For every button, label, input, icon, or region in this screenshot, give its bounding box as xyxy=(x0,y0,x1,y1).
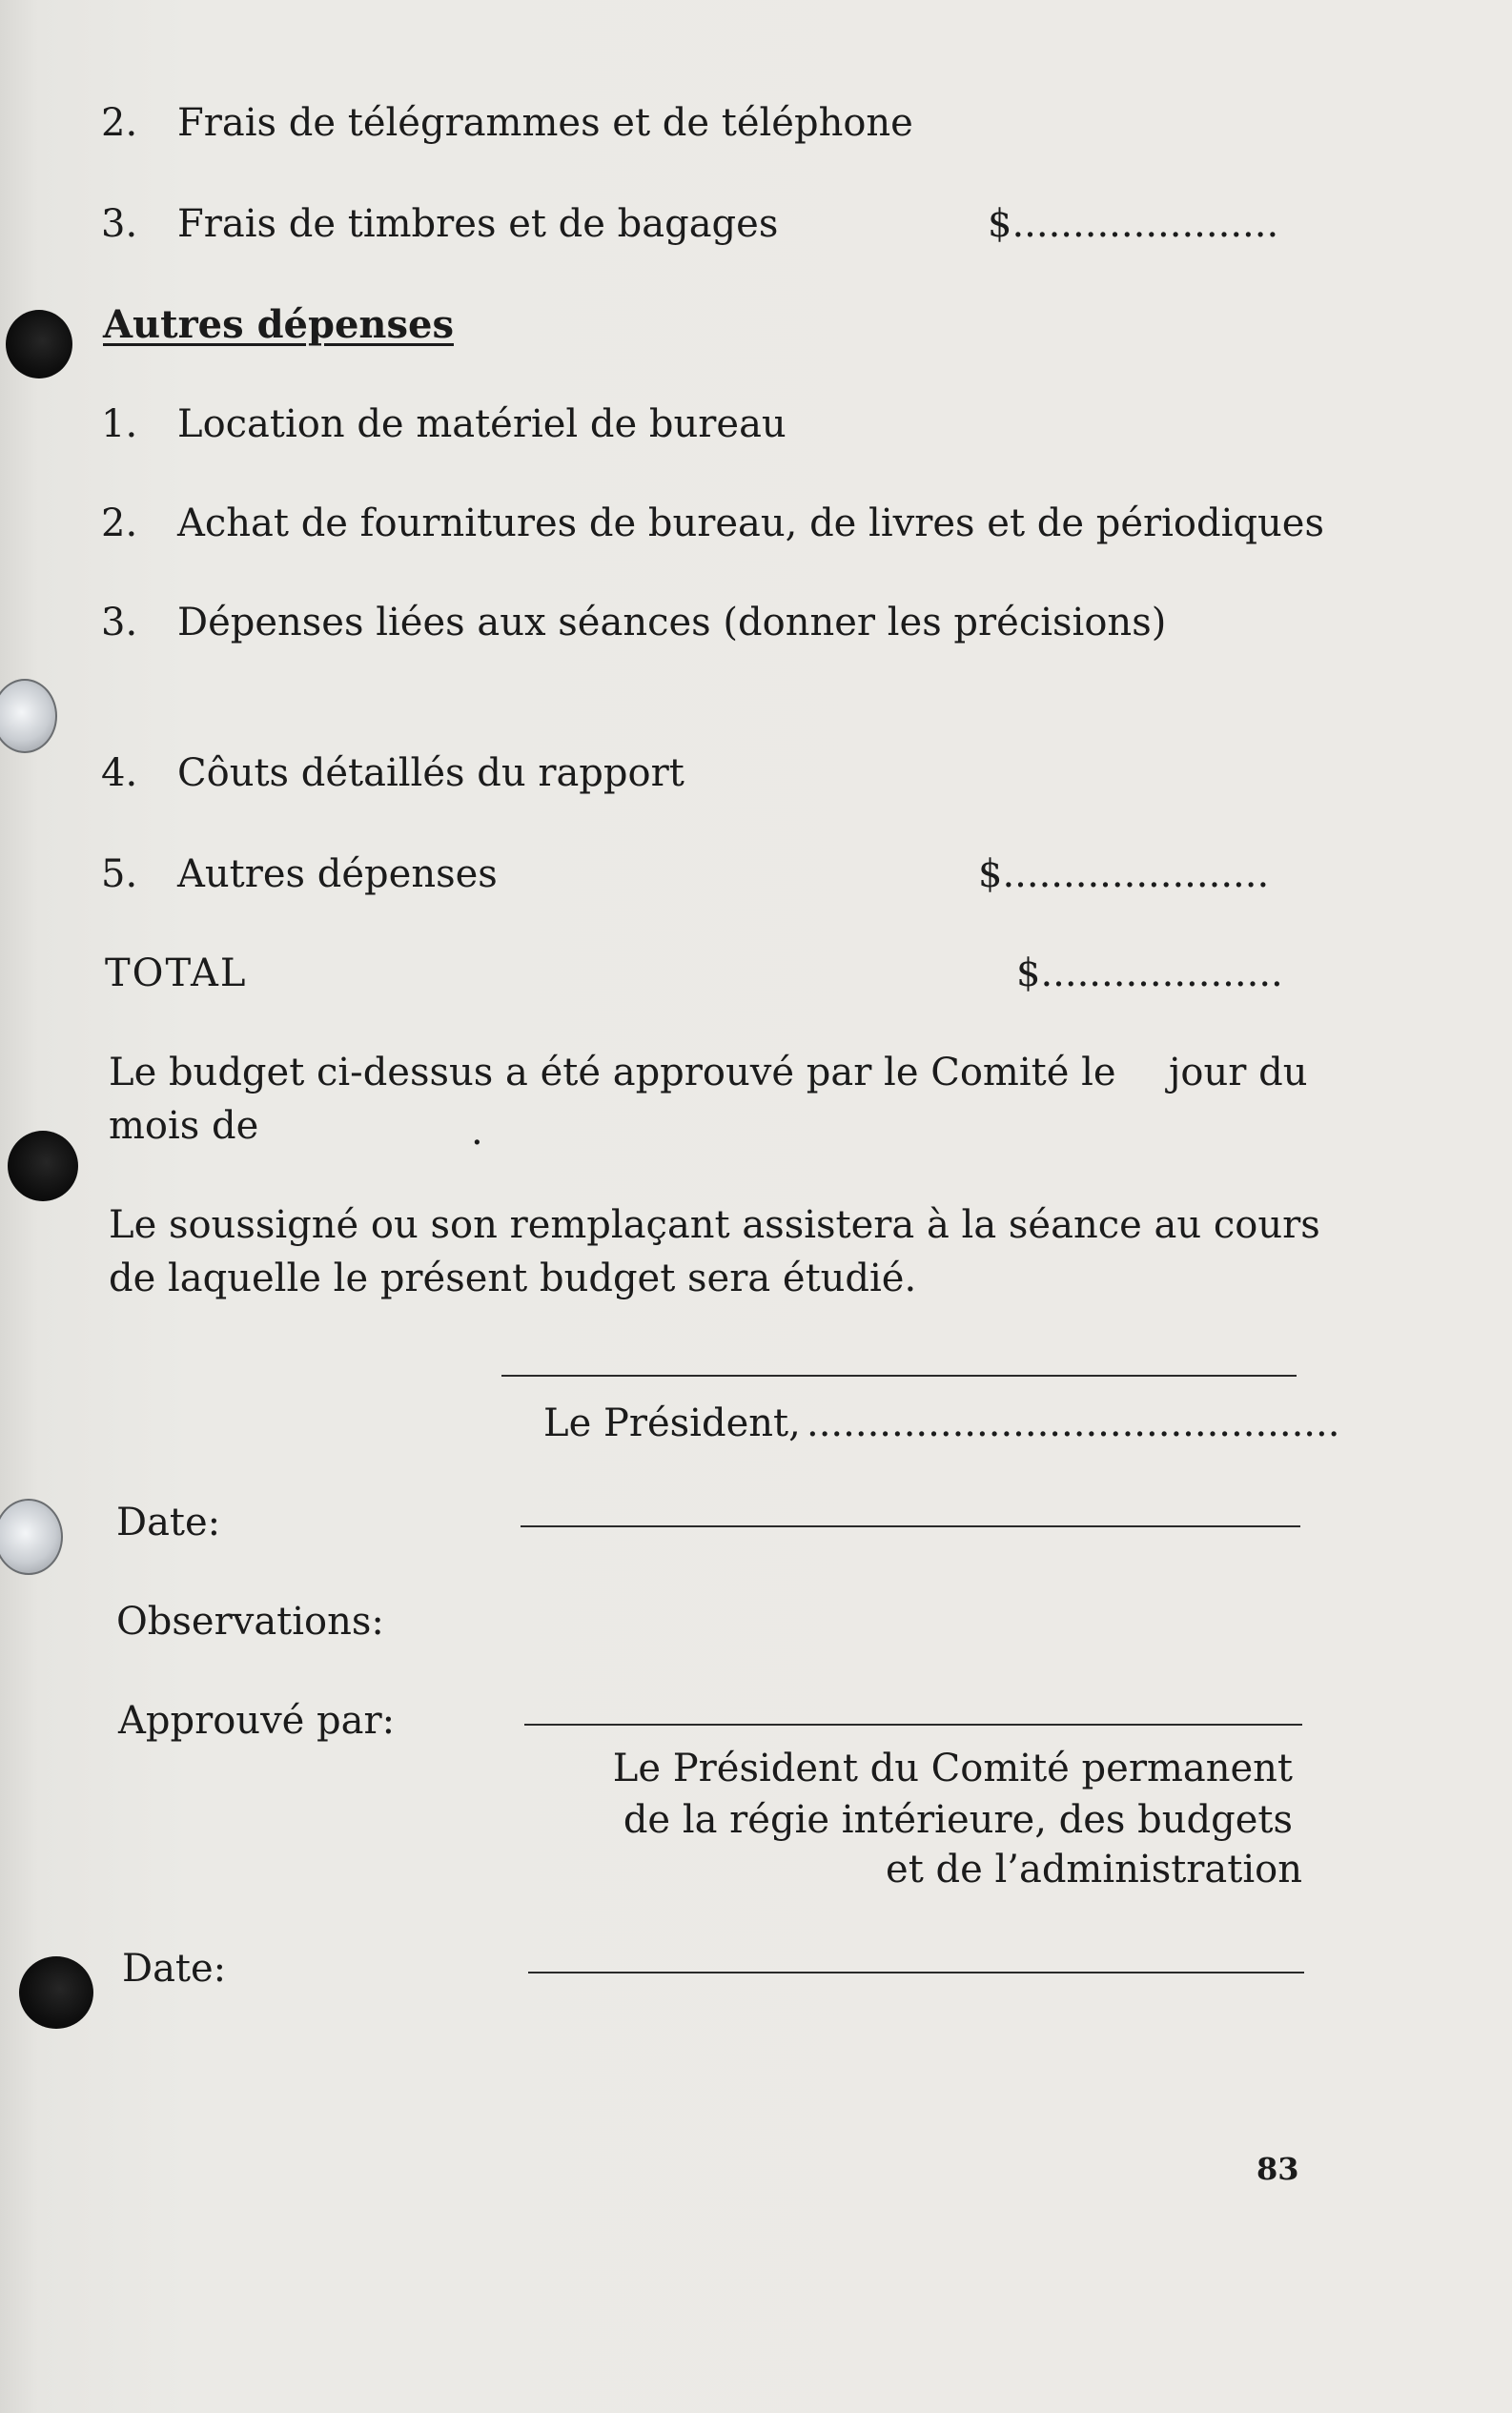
committee-line-3: et de l’administration xyxy=(886,1848,1302,1892)
binder-hole-icon xyxy=(0,1499,63,1575)
item-label: Côuts détaillés du rapport xyxy=(177,751,684,795)
frais-item-2 xyxy=(101,99,913,147)
date-field-line[interactable] xyxy=(528,1972,1304,1973)
committee-line-2: de la régie intérieure, des budgets xyxy=(623,1798,1293,1842)
president-signature-line[interactable] xyxy=(501,1375,1297,1377)
frais-item-3 xyxy=(101,200,778,248)
approval-line-2: mois de xyxy=(109,1104,259,1148)
item-number: 3. xyxy=(101,202,138,246)
approved-by-label: Approuvé par: xyxy=(118,1699,396,1743)
item-number: 2. xyxy=(101,501,138,545)
date-field-line[interactable] xyxy=(521,1525,1300,1527)
item-label: Autres dépenses xyxy=(177,852,498,896)
total-label: TOTAL xyxy=(105,951,248,995)
autres-item-2 xyxy=(101,500,1324,547)
observations-label: Observations: xyxy=(116,1600,384,1644)
item-number: 5. xyxy=(101,852,138,896)
binder-hole-icon xyxy=(8,1131,78,1201)
total-amount: $.................... xyxy=(1016,951,1283,995)
autres-item-1 xyxy=(101,400,787,448)
attend-line-1: Le soussigné ou son remplaçant assistera à la séance au cours xyxy=(109,1203,1320,1247)
item-number: 2. xyxy=(101,101,138,145)
section-heading: Autres dépenses xyxy=(103,302,454,347)
autres-item-5-amount: $...................... xyxy=(978,852,1270,896)
president-label: Le Président, xyxy=(543,1401,801,1445)
autres-item-5 xyxy=(101,850,498,898)
approval-jour: jour du xyxy=(1169,1051,1308,1094)
binder-hole-icon xyxy=(6,310,72,378)
binder-hole-icon xyxy=(19,1956,93,2029)
item-label: Dépenses liées aux séances (donner les précisions) xyxy=(177,601,1167,644)
item-label: Frais de télégrammes et de téléphone xyxy=(177,101,913,145)
item-label: Achat de fournitures de bureau, de livres et de périodiques xyxy=(177,501,1324,545)
committee-line-1: Le Président du Comité permanent xyxy=(612,1747,1293,1790)
autres-item-4 xyxy=(101,749,684,797)
date-label: Date: xyxy=(122,1947,227,1991)
binder-hole-icon xyxy=(0,679,57,753)
item-number: 4. xyxy=(101,751,138,795)
date-label: Date: xyxy=(116,1501,221,1544)
item-number: 1. xyxy=(101,402,138,446)
frais-item-3-amount: $...................... xyxy=(988,202,1279,246)
president-dots: ............................................ xyxy=(807,1401,1340,1445)
attend-line-2: de laquelle le présent budget sera étudié. xyxy=(109,1257,917,1300)
item-number: 3. xyxy=(101,601,138,644)
autres-item-3 xyxy=(101,599,1166,646)
approved-by-line[interactable] xyxy=(524,1724,1302,1726)
item-label: Frais de timbres et de bagages xyxy=(177,202,779,246)
approval-line-1: Le budget ci-dessus a été approuvé par le Comité le xyxy=(109,1051,1116,1094)
approval-dot: . xyxy=(471,1110,483,1154)
page-number: 83 xyxy=(1257,2151,1299,2187)
item-label: Location de matériel de bureau xyxy=(177,402,787,446)
